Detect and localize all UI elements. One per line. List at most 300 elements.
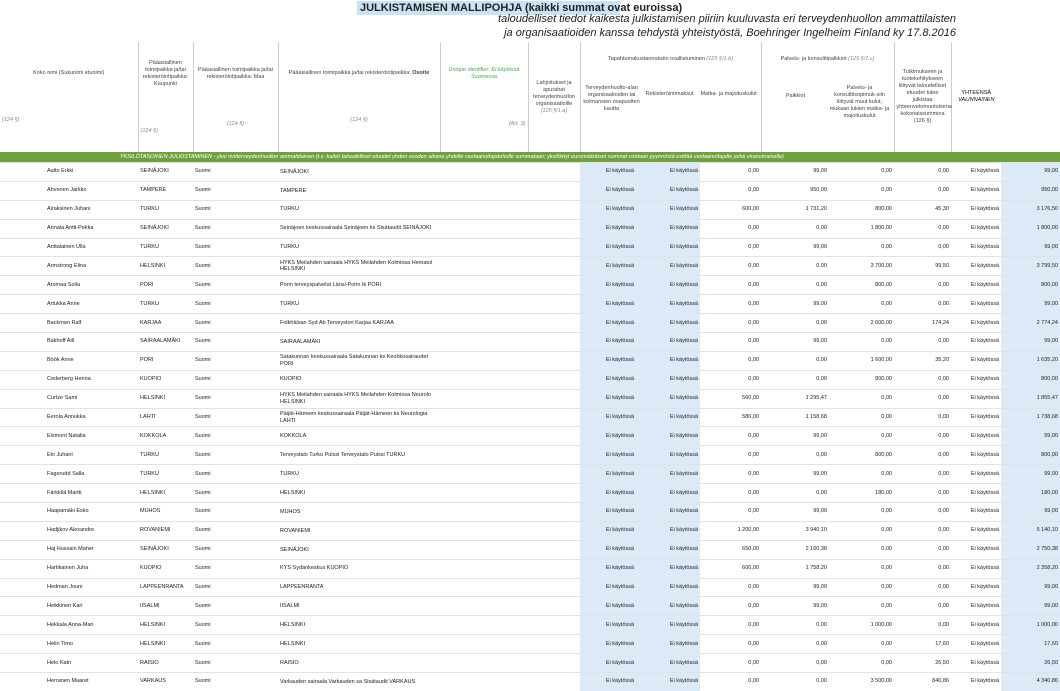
- cell-fees: 0,00: [829, 238, 894, 257]
- cell-total: 17,60: [1001, 635, 1060, 654]
- cell-unique-identifier: [440, 446, 528, 465]
- cell-address: SEINÄJOKI: [278, 163, 440, 182]
- cell-city: PORI: [138, 351, 193, 370]
- cell-total: 99,00: [1001, 427, 1060, 446]
- header-city: Pääasiallinen toimipaikka ja/tai rekisteröintipaikka: Kaupunki (124 §): [138, 42, 193, 152]
- cell-service-expenses: 0,00: [894, 503, 951, 522]
- table-row: [0, 503, 1060, 522]
- cell-sponsorship: Ei käytössä: [580, 484, 636, 503]
- cell-service-expenses: 0,00: [894, 465, 951, 484]
- cell-city: TURKU: [138, 238, 193, 257]
- cell-fees: 1 600,00: [829, 351, 894, 370]
- cell-service-expenses: 0,00: [894, 578, 951, 597]
- cell-unique-identifier: [440, 333, 528, 352]
- cell-name: Curtze Sami: [0, 389, 138, 408]
- cell-country: Suomi: [193, 238, 278, 257]
- cell-sponsorship: Ei käytössä: [580, 257, 636, 276]
- cell-service-expenses: 0,00: [894, 427, 951, 446]
- header-country: Pääasiallinen toimipaikka ja/tai rekisteröintipaikka: Maa (124 §): [193, 42, 278, 152]
- cell-service-expenses: 0,00: [894, 616, 951, 635]
- cell-fees: 0,00: [829, 578, 894, 597]
- table-row: [0, 200, 1060, 219]
- cell-unique-identifier: [440, 521, 528, 540]
- cell-travel: 0,00: [761, 370, 829, 389]
- cell-registration-na: Ei käytössä: [636, 200, 700, 219]
- cell-city: SEINÄJOKI: [138, 219, 193, 238]
- cell-country: Suomi: [193, 219, 278, 238]
- cell-fees: 0,00: [829, 295, 894, 314]
- cell-registration-na: Ei käytössä: [636, 427, 700, 446]
- cell-donations: [528, 540, 580, 559]
- cell-fees: 0,00: [829, 559, 894, 578]
- cell-registration-na: Ei käytössä: [636, 295, 700, 314]
- cell-donations: [528, 219, 580, 238]
- cell-travel: 3 940,10: [761, 521, 829, 540]
- cell-city: HELSINKI: [138, 616, 193, 635]
- cell-unique-identifier: [440, 181, 528, 200]
- table-row: [0, 389, 1060, 408]
- cell-service-expenses: 0,00: [894, 181, 951, 200]
- table-row: [0, 635, 1060, 654]
- cell-country: Suomi: [193, 503, 278, 522]
- cell-service-expenses: 45,30: [894, 200, 951, 219]
- document-subtitle-line1: taloudelliset tiedot kaikesta julkistamisen piiriin kuuluvasta eri terveydenhuollon ammattilaisten: [498, 13, 956, 25]
- cell-registration: 0,00: [700, 635, 761, 654]
- cell-unique-identifier: [440, 427, 528, 446]
- cell-address: TURKU: [278, 200, 440, 219]
- cell-fees: 800,00: [829, 446, 894, 465]
- cell-name: Airaksinen Juhani: [0, 200, 138, 219]
- cell-address: Porin terveyspalvelut Länsi-Porin tk PORI: [278, 276, 440, 295]
- cell-country: Suomi: [193, 257, 278, 276]
- cell-unique-identifier: [440, 408, 528, 427]
- cell-unique-identifier: [440, 559, 528, 578]
- cell-name: Hekkala Anna-Mari: [0, 616, 138, 635]
- cell-service-expenses: 0,00: [894, 163, 951, 182]
- cell-donations: [528, 351, 580, 370]
- cell-name: Haapamäki Esko: [0, 503, 138, 522]
- cell-sponsorship: Ei käytössä: [580, 370, 636, 389]
- cell-country: Suomi: [193, 521, 278, 540]
- cell-city: SAIRAALAMÄKI: [138, 333, 193, 352]
- cell-address: Folkhälsan Syd Ab Terveystori Karjaa KARJAA: [278, 314, 440, 333]
- cell-research: Ei käytössä: [951, 333, 1001, 352]
- cell-unique-identifier: [440, 219, 528, 238]
- title-bar: [0, 0, 960, 42]
- cell-travel: 99,00: [761, 427, 829, 446]
- cell-registration: 600,00: [700, 559, 761, 578]
- cell-service-expenses: 99,50: [894, 257, 951, 276]
- cell-address: HELSINKI: [278, 484, 440, 503]
- cell-total: 4 340,86: [1001, 673, 1060, 691]
- cell-unique-identifier: [440, 540, 528, 559]
- cell-country: Suomi: [193, 578, 278, 597]
- cell-country: Suomi: [193, 333, 278, 352]
- table-row: [0, 276, 1060, 295]
- cell-sponsorship: Ei käytössä: [580, 351, 636, 370]
- cell-donations: [528, 389, 580, 408]
- cell-registration: 0,00: [700, 616, 761, 635]
- cell-sponsorship: Ei käytössä: [580, 503, 636, 522]
- cell-country: Suomi: [193, 635, 278, 654]
- cell-travel: 0,00: [761, 257, 829, 276]
- cell-name: Hedman Jouni: [0, 578, 138, 597]
- cell-fees: 3 700,00: [829, 257, 894, 276]
- table-row: [0, 446, 1060, 465]
- cell-total: 1 738,68: [1001, 408, 1060, 427]
- section-band: [0, 152, 1060, 163]
- cell-donations: [528, 616, 580, 635]
- cell-research: Ei käytössä: [951, 521, 1001, 540]
- cell-city: KUOPIO: [138, 559, 193, 578]
- cell-total: 1 635,20: [1001, 351, 1060, 370]
- cell-city: SEINÄJOKI: [138, 540, 193, 559]
- cell-sponsorship: Ei käytössä: [580, 521, 636, 540]
- cell-unique-identifier: [440, 295, 528, 314]
- cell-sponsorship: Ei käytössä: [580, 181, 636, 200]
- cell-city: KOKKOLA: [138, 427, 193, 446]
- cell-donations: [528, 238, 580, 257]
- cell-registration-na: Ei käytössä: [636, 163, 700, 182]
- table-row: [0, 616, 1060, 635]
- cell-research: Ei käytössä: [951, 635, 1001, 654]
- header-research: Tutkimukseen ja tuotekehitykseen liittyvät taloudelliset etuudet tulee julkistaa yhteenvetomuotoisena kokonaissummina (126 §): [894, 42, 951, 152]
- table-row: [0, 238, 1060, 257]
- cell-donations: [528, 333, 580, 352]
- cell-registration-na: Ei käytössä: [636, 276, 700, 295]
- cell-service-expenses: 35,20: [894, 351, 951, 370]
- cell-total: 99,00: [1001, 597, 1060, 616]
- cell-donations: [528, 276, 580, 295]
- cell-travel: 0,00: [761, 351, 829, 370]
- section-band-text: YKSILÖTASOINEN JULKISTAMINEN - yksi rivi/terveydenhuollon ammattilainen (t.s. kaikki taloudelliset etuudet yhden vuoden aikana yhdelle vastaanottajatoholle summataan; yksilöidyt euromääräiset summat voidaan pyynnöstä esittää vastaanottajalle ja/tai viranomaiselle): [0, 152, 1060, 163]
- header-events-group: Tapahtumakustannuksiin osallistuminen (125 §/1.b) Terveydenhuolto-alan organisaatioiden tai kolmansien osapuolten kautta Rekisteröintimaksut Matka- ja majoituskulut: [580, 42, 761, 152]
- cell-donations: [528, 370, 580, 389]
- cell-travel: 1 158,68: [761, 408, 829, 427]
- cell-travel: 1 758,20: [761, 559, 829, 578]
- cell-registration: 0,00: [700, 238, 761, 257]
- table-row: [0, 578, 1060, 597]
- cell-address: TURKU: [278, 238, 440, 257]
- cell-donations: [528, 673, 580, 691]
- cell-registration-na: Ei käytössä: [636, 559, 700, 578]
- cell-name: Armstrong Elina: [0, 257, 138, 276]
- cell-city: HELSINKI: [138, 257, 193, 276]
- cell-registration: 0,00: [700, 314, 761, 333]
- cell-donations: [528, 521, 580, 540]
- cell-country: Suomi: [193, 654, 278, 673]
- cell-name: Ahvonen Jarkko: [0, 181, 138, 200]
- cell-donations: [528, 503, 580, 522]
- cell-country: Suomi: [193, 540, 278, 559]
- table-row: [0, 181, 1060, 200]
- cell-registration-na: Ei käytössä: [636, 673, 700, 691]
- cell-registration: 0,00: [700, 503, 761, 522]
- cell-address: SAIRAALAMÄKI: [278, 333, 440, 352]
- cell-unique-identifier: [440, 673, 528, 691]
- cell-registration-na: Ei käytössä: [636, 370, 700, 389]
- cell-fees: 0,00: [829, 465, 894, 484]
- table-row: [0, 521, 1060, 540]
- cell-country: Suomi: [193, 427, 278, 446]
- cell-service-expenses: 0,00: [894, 276, 951, 295]
- cell-name: Hartikainen Juha: [0, 559, 138, 578]
- cell-registration: 0,00: [700, 578, 761, 597]
- header-service-group: Palvelu- ja konsulttipalkkiot (125 §/1.c) Palkkiot Palvelu- ja konsulttisopimuk-siin liittyvät muut kulut, mukaan lukien matka- ja majoituskulut: [761, 42, 894, 152]
- cell-fees: 800,00: [829, 200, 894, 219]
- cell-sponsorship: Ei käytössä: [580, 314, 636, 333]
- cell-address: Satakunnan keskussairaala Satakunnan ks Keuhkosairaudet PORI: [278, 351, 440, 370]
- cell-service-expenses: 0,00: [894, 219, 951, 238]
- cell-country: Suomi: [193, 597, 278, 616]
- cell-donations: [528, 597, 580, 616]
- table-row: [0, 219, 1060, 238]
- cell-registration: 650,00: [700, 540, 761, 559]
- cell-travel: 2 100,38: [761, 540, 829, 559]
- cell-name: Helin Timo: [0, 635, 138, 654]
- cell-registration: 0,00: [700, 446, 761, 465]
- table-row: [0, 333, 1060, 352]
- cell-donations: [528, 446, 580, 465]
- cell-research: Ei käytössä: [951, 276, 1001, 295]
- cell-service-expenses: 0,00: [894, 597, 951, 616]
- cell-fees: 800,00: [829, 276, 894, 295]
- header-fees: Palkkiot: [785, 93, 806, 99]
- cell-country: Suomi: [193, 616, 278, 635]
- header-sponsorship: Terveydenhuolto-alan organisaatioiden tai kolmansien osapuolten kautta: [583, 85, 640, 112]
- cell-unique-identifier: [440, 351, 528, 370]
- cell-total: 5 140,10: [1001, 521, 1060, 540]
- cell-total: 950,00: [1001, 181, 1060, 200]
- cell-unique-identifier: [440, 503, 528, 522]
- table-row: [0, 295, 1060, 314]
- cell-research: Ei käytössä: [951, 446, 1001, 465]
- table-row: [0, 654, 1060, 673]
- header-unique-identifier: Unique identifier: Ei käytössä Suomessa (Art. 3): [440, 42, 528, 152]
- cell-unique-identifier: [440, 597, 528, 616]
- cell-unique-identifier: [440, 370, 528, 389]
- cell-registration: 0,00: [700, 351, 761, 370]
- table-row: [0, 257, 1060, 276]
- disclosure-table: [0, 42, 1060, 691]
- cell-sponsorship: Ei käytössä: [580, 408, 636, 427]
- cell-unique-identifier: [440, 276, 528, 295]
- table-row: [0, 408, 1060, 427]
- cell-research: Ei käytössä: [951, 295, 1001, 314]
- cell-fees: 180,00: [829, 484, 894, 503]
- cell-service-expenses: 0,00: [894, 540, 951, 559]
- cell-name: Elo Juhani: [0, 446, 138, 465]
- cell-travel: 0,00: [761, 635, 829, 654]
- cell-service-expenses: 0,00: [894, 370, 951, 389]
- cell-unique-identifier: [440, 314, 528, 333]
- cell-country: Suomi: [193, 446, 278, 465]
- cell-registration-na: Ei käytössä: [636, 219, 700, 238]
- cell-travel: 99,00: [761, 333, 829, 352]
- cell-fees: 0,00: [829, 427, 894, 446]
- cell-name: Helo Katri: [0, 654, 138, 673]
- header-address: Pääasiallinen toimipaikka ja/tai rekisteröintipaikka: Osoite (124 §): [278, 42, 440, 152]
- cell-country: Suomi: [193, 351, 278, 370]
- cell-unique-identifier: [440, 484, 528, 503]
- cell-donations: [528, 181, 580, 200]
- cell-total: 800,00: [1001, 276, 1060, 295]
- cell-registration: 0,00: [700, 597, 761, 616]
- table-row: [0, 351, 1060, 370]
- document-title: JULKISTAMISEN MALLIPOHJA (kaikki summat ovat euroissa): [357, 1, 620, 15]
- cell-service-expenses: 26,50: [894, 654, 951, 673]
- cell-fees: 800,00: [829, 370, 894, 389]
- cell-donations: [528, 578, 580, 597]
- cell-total: 800,00: [1001, 446, 1060, 465]
- cell-unique-identifier: [440, 465, 528, 484]
- cell-research: Ei käytössä: [951, 559, 1001, 578]
- header-total: YHTEENSÄ VALINNAINEN: [951, 42, 1001, 152]
- document-subtitle-line2: ja organisaatioiden kanssa tehdystä yhteistyöstä, Boehringer Ingelheim Finland ky 17.8.2016: [504, 27, 956, 39]
- cell-travel: 0,00: [761, 673, 829, 691]
- cell-registration: 0,00: [700, 465, 761, 484]
- cell-service-expenses: 0,00: [894, 295, 951, 314]
- cell-sponsorship: Ei käytössä: [580, 333, 636, 352]
- cell-donations: [528, 635, 580, 654]
- cell-total: 99,00: [1001, 238, 1060, 257]
- cell-name: Färkkilä Martti: [0, 484, 138, 503]
- cell-registration-na: Ei käytössä: [636, 238, 700, 257]
- cell-donations: [528, 163, 580, 182]
- cell-city: KARJAA: [138, 314, 193, 333]
- cell-total: 99,00: [1001, 465, 1060, 484]
- cell-registration-na: Ei käytössä: [636, 521, 700, 540]
- cell-city: TURKU: [138, 200, 193, 219]
- cell-address: KYS Sydänkeskus KUOPIO: [278, 559, 440, 578]
- cell-registration: 1 200,00: [700, 521, 761, 540]
- cell-city: KUOPIO: [138, 370, 193, 389]
- cell-donations: [528, 427, 580, 446]
- cell-research: Ei käytössä: [951, 238, 1001, 257]
- cell-address: TURKU: [278, 465, 440, 484]
- cell-registration-na: Ei käytössä: [636, 503, 700, 522]
- table-row: [0, 597, 1060, 616]
- cell-city: TURKU: [138, 465, 193, 484]
- cell-unique-identifier: [440, 578, 528, 597]
- cell-registration-na: Ei käytössä: [636, 635, 700, 654]
- cell-registration: 0,00: [700, 181, 761, 200]
- cell-registration: 0,00: [700, 219, 761, 238]
- cell-service-expenses: 840,86: [894, 673, 951, 691]
- cell-research: Ei käytössä: [951, 427, 1001, 446]
- cell-registration: 0,00: [700, 257, 761, 276]
- cell-fees: 0,00: [829, 389, 894, 408]
- cell-research: Ei käytössä: [951, 351, 1001, 370]
- cell-address: IISALMI: [278, 597, 440, 616]
- cell-registration-na: Ei käytössä: [636, 333, 700, 352]
- cell-name: Haj Hussain Maher: [0, 540, 138, 559]
- cell-registration-na: Ei käytössä: [636, 465, 700, 484]
- cell-sponsorship: Ei käytössä: [580, 200, 636, 219]
- table-row: [0, 673, 1060, 691]
- cell-fees: 0,00: [829, 540, 894, 559]
- table-row: [0, 163, 1060, 182]
- cell-registration: 0,00: [700, 295, 761, 314]
- cell-city: HELSINKI: [138, 389, 193, 408]
- cell-registration: 0,00: [700, 276, 761, 295]
- cell-research: Ei käytössä: [951, 181, 1001, 200]
- cell-travel: 0,00: [761, 446, 829, 465]
- cell-country: Suomi: [193, 408, 278, 427]
- cell-city: HELSINKI: [138, 484, 193, 503]
- cell-travel: 99,00: [761, 597, 829, 616]
- cell-sponsorship: Ei käytössä: [580, 673, 636, 691]
- cell-registration: 0,00: [700, 370, 761, 389]
- cell-total: 26,50: [1001, 654, 1060, 673]
- cell-fees: 0,00: [829, 503, 894, 522]
- cell-total: 1 855,47: [1001, 389, 1060, 408]
- cell-research: Ei käytössä: [951, 578, 1001, 597]
- cell-registration: 0,00: [700, 427, 761, 446]
- cell-registration: 560,00: [700, 389, 761, 408]
- cell-city: VARKAUS: [138, 673, 193, 691]
- cell-total: 3 799,50: [1001, 257, 1060, 276]
- header-row: [0, 42, 1060, 152]
- cell-sponsorship: Ei käytössä: [580, 635, 636, 654]
- cell-total: 180,00: [1001, 484, 1060, 503]
- cell-address: Terveystalo Turku Pulssi Terveystalo Pulssi TURKU: [278, 446, 440, 465]
- cell-address: KOKKOLA: [278, 427, 440, 446]
- cell-research: Ei käytössä: [951, 408, 1001, 427]
- cell-address: HYKS Meilahden sairaala HYKS Meilahden Kolmiosa Hematol HELSINKI: [278, 257, 440, 276]
- cell-name: Fagerudd Salla: [0, 465, 138, 484]
- cell-sponsorship: Ei käytössä: [580, 446, 636, 465]
- cell-travel: 0,00: [761, 219, 829, 238]
- cell-city: RAISIO: [138, 654, 193, 673]
- cell-unique-identifier: [440, 635, 528, 654]
- cell-research: Ei käytössä: [951, 370, 1001, 389]
- cell-address: Seinäjoen keskussairaala Seinäjoen ks Sisätaudit SEINÄJOKI: [278, 219, 440, 238]
- cell-registration-na: Ei käytössä: [636, 597, 700, 616]
- table-body: [0, 163, 1060, 691]
- table-row: [0, 370, 1060, 389]
- cell-fees: 1 000,00: [829, 616, 894, 635]
- cell-city: LAPPEENRANTA: [138, 578, 193, 597]
- cell-total: 99,00: [1001, 503, 1060, 522]
- cell-fees: 0,00: [829, 181, 894, 200]
- cell-city: HELSINKI: [138, 635, 193, 654]
- header-donations: Lahjoitukset ja apurahat terveydenhuollon organisaatioille (125 §/1.a): [528, 42, 580, 152]
- cell-address: Päijät-Hämeen keskussairaala Päijät-Hämeen ks Neurologia LAHTI: [278, 408, 440, 427]
- cell-fees: 1 800,00: [829, 219, 894, 238]
- cell-unique-identifier: [440, 163, 528, 182]
- cell-travel: 0,00: [761, 314, 829, 333]
- cell-name: Bakhoff Aili: [0, 333, 138, 352]
- table-row: [0, 465, 1060, 484]
- cell-fees: 0,00: [829, 163, 894, 182]
- cell-name: Böök Anne: [0, 351, 138, 370]
- cell-registration-na: Ei käytössä: [636, 314, 700, 333]
- cell-sponsorship: Ei käytössä: [580, 163, 636, 182]
- cell-travel: 950,00: [761, 181, 829, 200]
- cell-total: 2 750,38: [1001, 540, 1060, 559]
- cell-research: Ei käytössä: [951, 389, 1001, 408]
- cell-travel: 1 731,20: [761, 200, 829, 219]
- cell-name: Aalto Erkki: [0, 163, 138, 182]
- cell-travel: 0,00: [761, 484, 829, 503]
- cell-registration: 0,00: [700, 333, 761, 352]
- cell-travel: 0,00: [761, 654, 829, 673]
- cell-travel: 99,00: [761, 163, 829, 182]
- cell-donations: [528, 295, 580, 314]
- cell-total: 2 774,24: [1001, 314, 1060, 333]
- cell-registration-na: Ei käytössä: [636, 578, 700, 597]
